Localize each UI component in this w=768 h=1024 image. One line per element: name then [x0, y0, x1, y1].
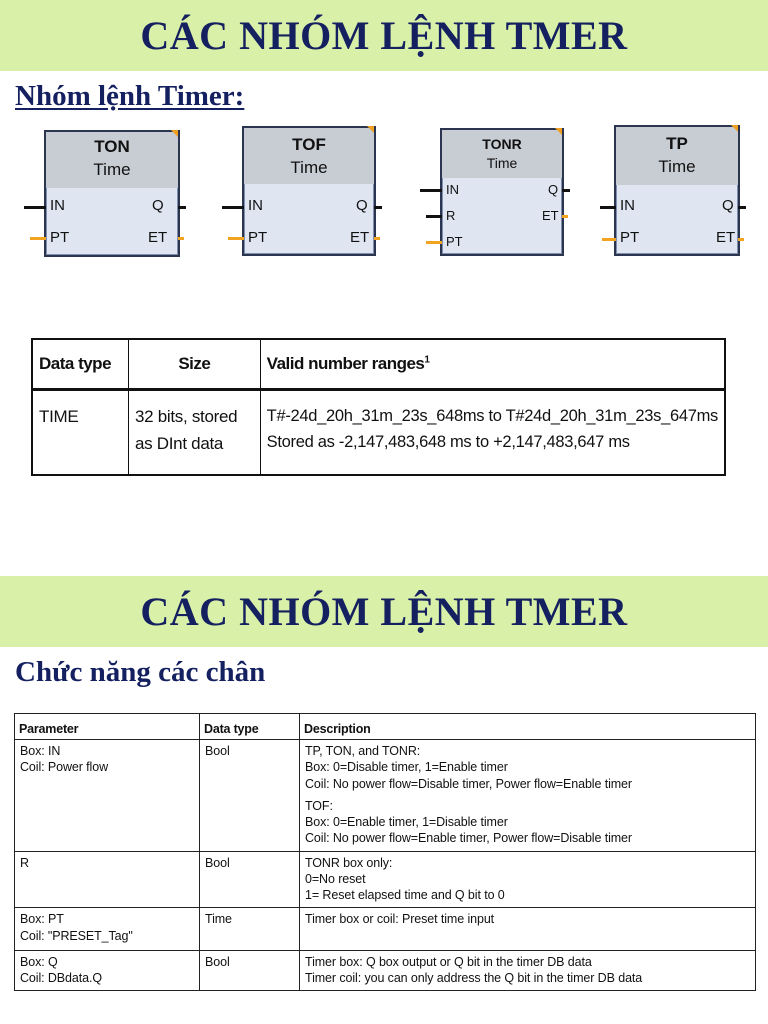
cell-range: T#-24d_20h_31m_23s_648ms to T#24d_20h_31m_23s_647ms Stored as -2,147,483,648 ms to +2,147,483,647 ms [266, 406, 718, 451]
desc-cell: TP, TON, and TONR: Box: 0=Disable timer, 1=Enable timer Coil: No power flow=Disable timer, Power flow=Enable timer TOF: Box: 0=Enable timer, 1=Disable timer Coil: No power flow=Enable timer, Power flow=Disable timer [300, 740, 756, 852]
ton-pin-pt: PT [50, 229, 70, 246]
tonr-pin-pt: PT [446, 234, 463, 249]
tonr-pin-q: Q [548, 182, 559, 197]
tp-block-type: Time [658, 156, 696, 176]
table-row [15, 740, 756, 852]
cell-size: 32 bits, stored as DInt data [128, 389, 260, 475]
ton-block-name: TON [94, 137, 130, 156]
tof-pin-in: IN [248, 197, 263, 214]
table-row [32, 389, 725, 475]
ton-block-type: Time [93, 159, 131, 179]
desc-cell: Timer box: Q box output or Q bit in the timer DB data Timer coil: you can only address the Q bit in the timer DB data [300, 950, 756, 991]
dtype-cell: Time [200, 908, 300, 951]
ton-timer-block [24, 130, 184, 260]
tonr-pin-in: IN [446, 182, 459, 197]
timer-group-heading: Nhóm lệnh Timer: [15, 80, 245, 112]
header-data-type: Data type [32, 339, 128, 389]
tp-pin-in: IN [620, 197, 635, 214]
tof-block-type: Time [290, 157, 328, 177]
tonr-pin-r: R [446, 208, 456, 223]
tof-timer-block [222, 126, 382, 260]
header-data-type: Data type [200, 714, 300, 740]
dtype-cell: Bool [200, 851, 300, 908]
param-cell: Box: IN Coil: Power flow [15, 740, 200, 852]
dtype-cell: Bool [200, 950, 300, 991]
slide2-title: CÁC NHÓM LỆNH TMER [140, 589, 628, 634]
header-parameter: Parameter [15, 714, 200, 740]
time-datatype-table [31, 338, 726, 476]
param-cell: Box: PT Coil: "PRESET_Tag" [15, 908, 200, 951]
header-size: Size [128, 339, 260, 389]
parameter-table [14, 713, 756, 991]
tp-pin-pt: PT [620, 229, 640, 246]
tp-block-name: TP [666, 134, 688, 153]
param-cell: Box: Q Coil: DBdata.Q [15, 950, 200, 991]
tof-pin-q: Q [356, 197, 368, 214]
table-row [15, 908, 756, 951]
slide1-title-band [0, 0, 768, 71]
slide2-title-band [0, 576, 768, 647]
desc-cell: TONR box only: 0=No reset 1= Reset elapsed time and Q bit to 0 [300, 851, 756, 908]
table-row [15, 950, 756, 991]
tonr-block-type: Time [486, 154, 518, 171]
cell-type: TIME [32, 389, 128, 475]
slide1-title: CÁC NHÓM LỆNH TMER [140, 13, 628, 58]
header-valid-ranges: Valid number ranges$^1$ [260, 339, 725, 389]
pin-function-heading: Chức năng các chân [15, 656, 266, 688]
header-description: Description [300, 714, 756, 740]
tp-timer-block [600, 125, 760, 260]
table-header-row [15, 714, 756, 740]
tof-block-name: TOF [292, 135, 326, 154]
tp-pin-q: Q [722, 197, 734, 214]
param-cell: R [15, 851, 200, 908]
dtype-cell: Bool [200, 740, 300, 852]
tof-pin-et: ET [350, 229, 370, 246]
tonr-block-name: TONR [482, 136, 522, 152]
desc-cell: Timer box or coil: Preset time input [300, 908, 756, 951]
tonr-timer-block [420, 128, 580, 260]
tof-pin-pt: PT [248, 229, 268, 246]
tonr-pin-et: ET [542, 208, 559, 223]
table-row [15, 851, 756, 908]
table-header-row [32, 339, 725, 389]
ton-pin-q: Q [152, 197, 164, 214]
ton-pin-et: ET [148, 229, 168, 246]
ton-pin-in: IN [50, 197, 65, 214]
tp-pin-et: ET [716, 229, 736, 246]
